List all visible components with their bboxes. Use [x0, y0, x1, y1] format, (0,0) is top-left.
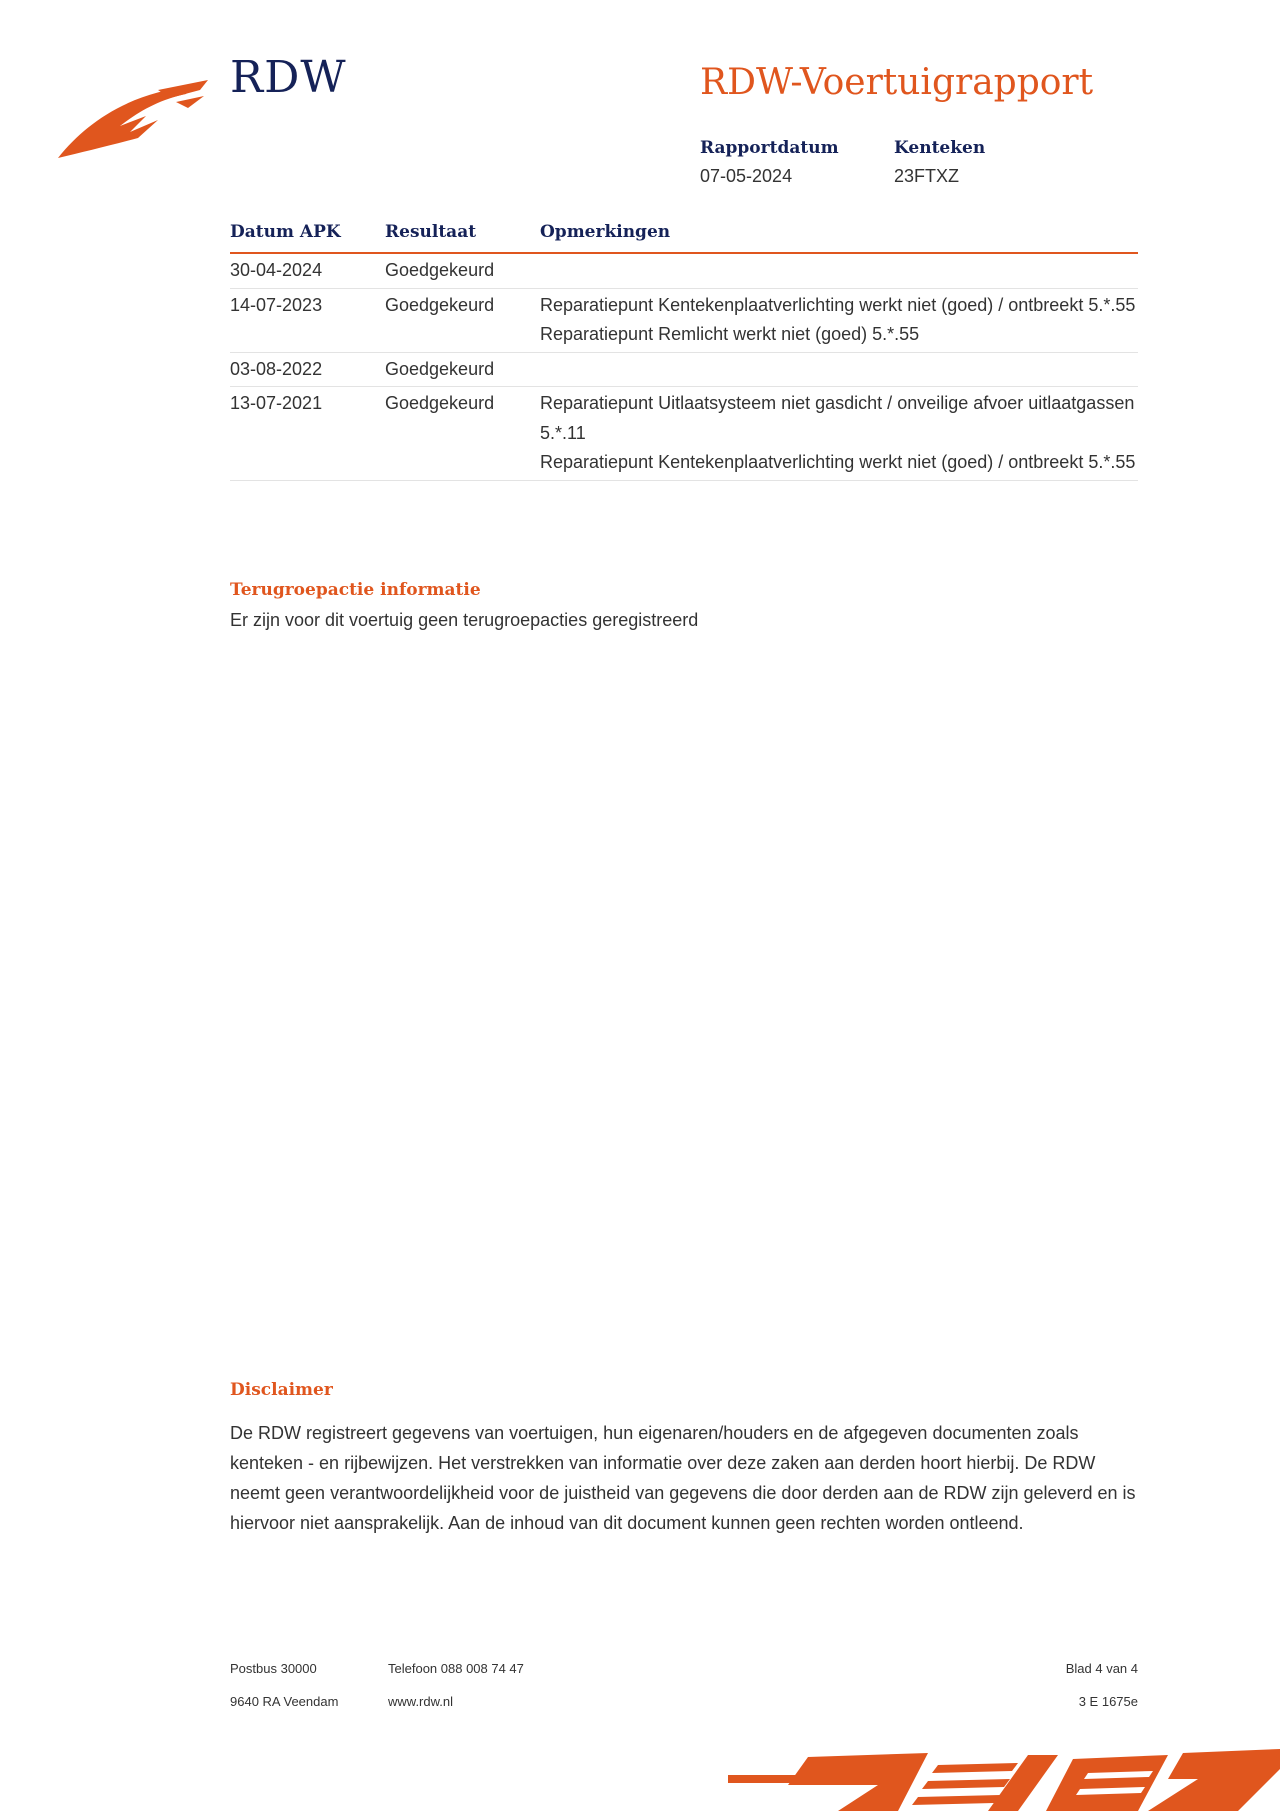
footer-address-2: 9640 RA Veendam [230, 1694, 339, 1709]
table-row [230, 289, 1138, 353]
apk-remarks [540, 355, 1138, 385]
apk-date: 14-07-2023 [230, 294, 323, 315]
apk-remark: Reparatiepunt Uitlaatsysteem niet gasdicht / onveilige afvoer uitlaatgassen 5.*.11 [540, 393, 1135, 443]
disclaimer-text: De RDW registreert gegevens van voertuigen, hun eigenaren/houders en de afgegeven documenten zoals kenteken - en rijbewijzen. Het verstrekken van informatie over deze zaken aan derden hoort hierbij. De RDW neemt geen verantwoordelijkheid voor de juistheid van gegevens die door derden aan de RDW zijn geleverd en is hiervoor niet aansprakelijk. Aan de inhoud van dit document kunnen geen rechten worden ontleend. [230, 1423, 1136, 1533]
apk-result: Goedgekeurd [385, 260, 495, 280]
footer-code: 3 E 1675e [1078, 1694, 1138, 1709]
apk-result: Goedgekeurd [385, 358, 495, 379]
apk-remark: Reparatiepunt Remlicht werkt niet (goed) 5.*.55 [540, 324, 920, 344]
disclaimer-title: Disclaimer [230, 1380, 333, 1400]
apk-table [230, 222, 1138, 481]
report-date-label: Rapportdatum [700, 138, 839, 158]
column-header-date: Datum APK [230, 222, 341, 242]
footer-address-1: Postbus 30000 [230, 1661, 317, 1676]
footer-phone: Telefoon 088 008 74 47 [388, 1661, 524, 1676]
report-title: RDW-Voertuigrapport [700, 62, 1094, 103]
plate-block [894, 138, 985, 187]
apk-remarks [540, 389, 1138, 478]
report-date-value: 07-05-2024 [700, 166, 793, 186]
footer-page-number: Blad 4 van 4 [1065, 1661, 1138, 1676]
column-header-remarks: Opmerkingen [540, 222, 671, 242]
report-date-block [700, 138, 839, 187]
orange-stripes-icon [728, 1745, 1280, 1812]
apk-remarks [540, 291, 1138, 350]
plate-label: Kenteken [894, 138, 986, 158]
rdw-logo-icon [58, 80, 208, 162]
apk-date: 13-07-2021 [230, 393, 323, 413]
apk-remarks [540, 256, 1138, 286]
table-row [230, 353, 1138, 388]
logo-text: RDW [230, 52, 347, 103]
column-header-result: Resultaat [385, 222, 477, 242]
apk-date: 03-08-2022 [230, 358, 323, 379]
plate-value: 23FTXZ [894, 166, 960, 186]
apk-date: 30-04-2024 [230, 260, 323, 280]
apk-remark: Reparatiepunt Kentekenplaatverlichting werkt niet (goed) / ontbreekt 5.*.55 [540, 452, 1136, 472]
recall-text: Er zijn voor dit voertuig geen terugroepacties geregistreerd [230, 610, 699, 630]
recall-title: Terugroepactie informatie [230, 580, 481, 600]
table-row [230, 387, 1138, 481]
footer-website[interactable]: www.rdw.nl [388, 1694, 454, 1709]
apk-table-header [230, 222, 1138, 254]
apk-remark: Reparatiepunt Kentekenplaatverlichting werkt niet (goed) / ontbreekt 5.*.55 [540, 294, 1136, 315]
apk-result: Goedgekeurd [385, 393, 495, 413]
apk-result: Goedgekeurd [385, 294, 495, 315]
table-row [230, 254, 1138, 289]
